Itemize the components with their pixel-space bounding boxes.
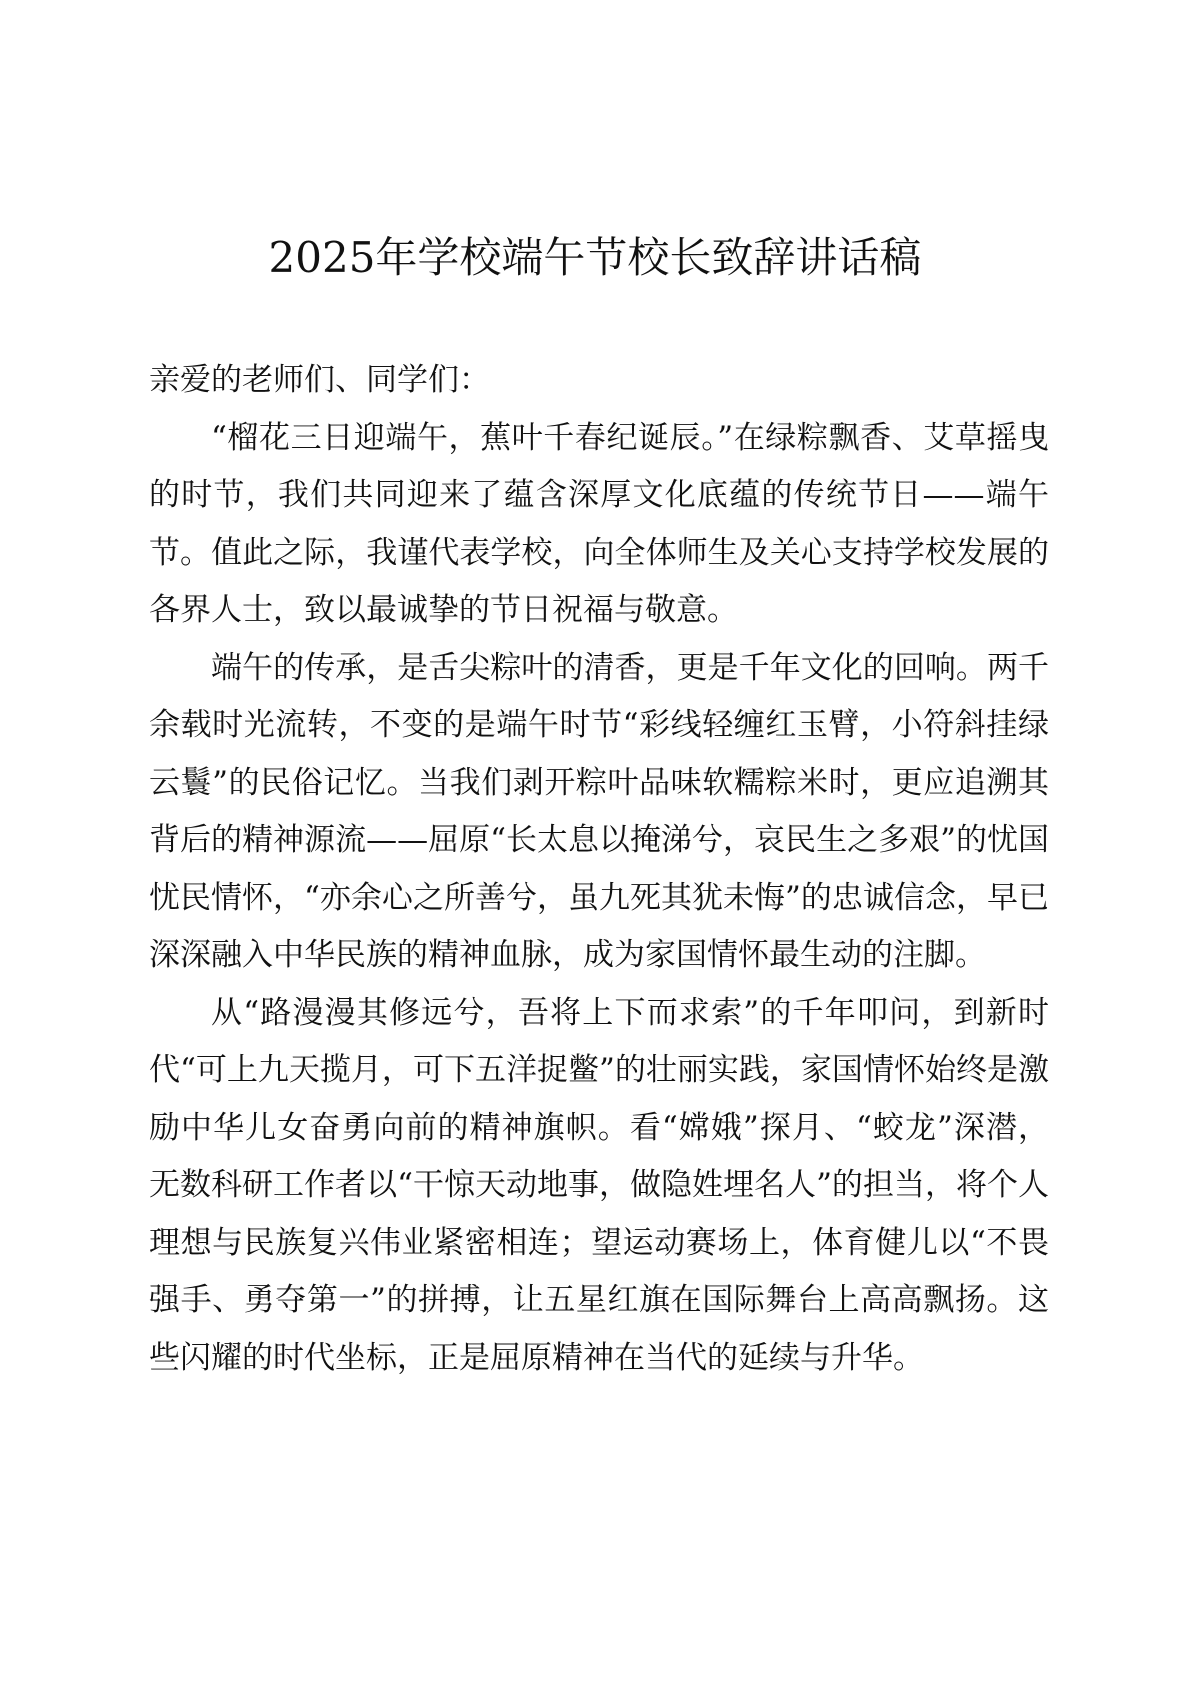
document-title: 2025年学校端午节校长致辞讲话稿 bbox=[268, 233, 922, 282]
document-body bbox=[149, 352, 1049, 1387]
paragraph-1: “榴花三日迎端午，蕉叶千春纪诞辰。”在绿粽飘香、艾草摇曳的时节，我们共同迎来了蕴含深厚文化底蕴的传统节日——端午节。值此之际，我谨代表学校，向全体师生及关心支持学校发展的各界人士，致以最诚挚的节日祝福与敬意。 bbox=[149, 419, 1049, 628]
paragraph-3: 从“路漫漫其修远兮，吾将上下而求索”的千年叩问，到新时代“可上九天揽月，可下五洋捉鳖”的壮丽实践，家国情怀始终是激励中华儿女奋勇向前的精神旗帜。看“嫦娥”探月、“蛟龙”深潜，无数科研工作者以“干惊天动地事，做隐姓埋名人”的担当，将个人理想与民族复兴伟业紧密相连；望运动赛场上，体育健儿以“不畏强手、勇夺第一”的拼搏，让五星红旗在国际舞台上高高飘扬。这些闪耀的时代坐标，正是屈原精神在当代的延续与升华。 bbox=[149, 994, 1049, 1376]
salutation: 亲爱的老师们、同学们： bbox=[149, 362, 490, 398]
paragraph-2: 端午的传承，是舌尖粽叶的清香，更是千年文化的回响。两千余载时光流转，不变的是端午时节“彩线轻缠红玉臂，小符斜挂绿云鬟”的民俗记忆。当我们剥开粽叶品味软糯粽米时，更应追溯其背后的精神源流——屈原“长太息以掩涕兮，哀民生之多艰”的忧国忧民情怀，“亦余心之所善兮，虽九死其犹未悔”的忠诚信念，早已深深融入中华民族的精神血脉，成为家国情怀最生动的注脚。 bbox=[149, 649, 1049, 973]
